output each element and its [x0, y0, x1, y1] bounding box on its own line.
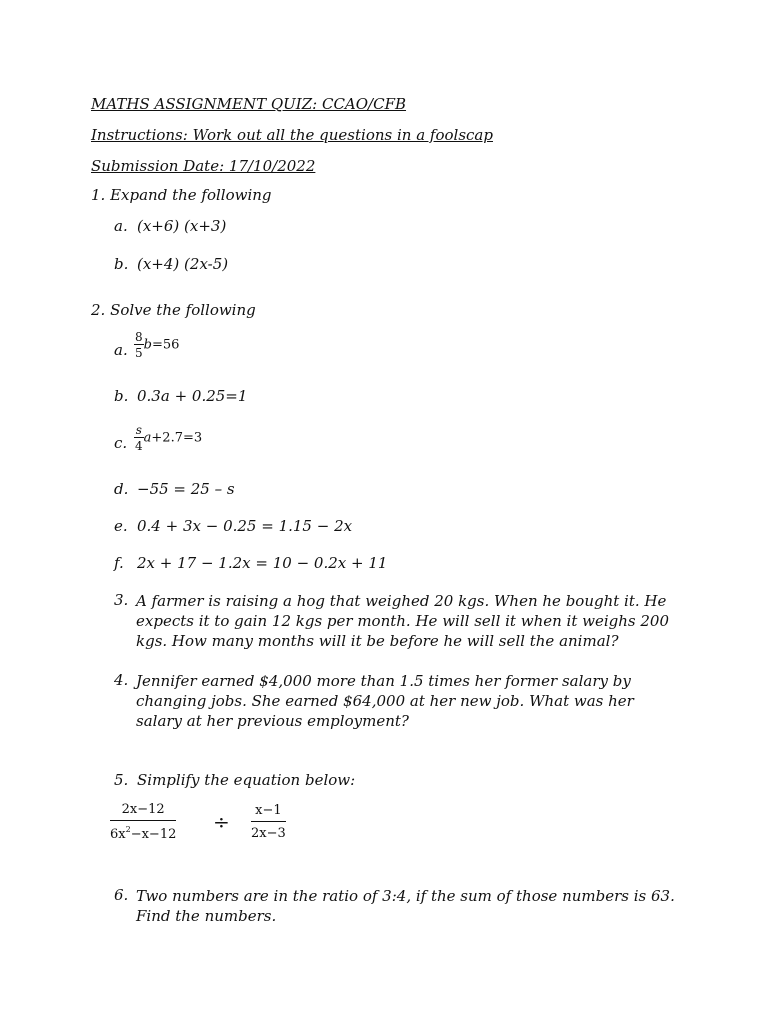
q4-text: Jennifer earned $4,000 more than 1.5 times her former salary by changing jobs. She earned $64,000 at her new job. What was her salary at her previous employment? — [136, 672, 634, 730]
q2-a-denominator: 5 — [135, 346, 143, 360]
q2-c-variable: a — [143, 430, 152, 446]
q1-a-text: (x+6) (x+3) — [137, 217, 227, 235]
q2-b-text: 0.3a + 0.25=1 — [137, 387, 248, 405]
q3-text: A farmer is raising a hog that weighed 20 kgs. When he bought it. He expects it to gain 12 kgs per month. He will sell it when it weighs 200 kgs. How many months will it be before he will sell the animal? — [136, 592, 669, 650]
q5-left-denominator — [110, 821, 176, 842]
q6-text: Two numbers are in the ratio of 3:4, if the sum of those numbers is 63. Find the numbers. — [136, 887, 675, 925]
q5-text: Simplify the equation below: — [137, 771, 356, 789]
q2-a-numerator: 8 — [135, 330, 143, 344]
q1-a-label: a. — [114, 217, 128, 235]
q2-c-label: c. — [114, 434, 128, 452]
q1-b-text: (x+4) (2x-5) — [137, 255, 229, 273]
instructions-line: Instructions: Work out all the questions in a foolscap — [91, 126, 493, 144]
q2-c-rest: +2.7=3 — [151, 430, 203, 446]
q5-right-fraction — [251, 803, 286, 841]
q2-f-label: f. — [114, 554, 124, 572]
q4-label: 4. — [114, 671, 129, 689]
q2-a-label: a. — [114, 341, 128, 359]
q2-a-fraction — [134, 331, 144, 359]
q2-a-variable: b — [143, 337, 152, 353]
q2-a-rest: =56 — [151, 337, 180, 353]
q2-e-label: e. — [114, 517, 128, 535]
submission-date: Submission Date: 17/10/2022 — [91, 157, 316, 175]
q1-title: 1. Expand the following — [91, 186, 272, 204]
q2-d-text: −55 = 25 – s — [137, 480, 235, 498]
q2-c-numerator-var: s — [135, 423, 142, 437]
q2-e-text: 0.4 + 3x − 0.25 = 1.15 − 2x — [137, 517, 353, 535]
q5-label: 5. — [114, 771, 129, 789]
q5-left-numerator: 2x−12 — [110, 802, 176, 821]
q5-left-den-rest: −x−12 — [130, 827, 177, 842]
q2-b-label: b. — [114, 387, 129, 405]
q2-c-fraction — [134, 424, 144, 452]
q5-right-denominator: 2x−3 — [251, 826, 286, 841]
q2-d-label: d. — [114, 480, 129, 498]
q2-c-denominator: 4 — [135, 439, 143, 453]
q5-left-den-exponent: 2 — [125, 825, 131, 834]
q2-a-equation — [134, 331, 179, 359]
q1-b-label: b. — [114, 255, 129, 273]
q5-left-fraction — [110, 802, 176, 842]
q6-label: 6. — [114, 886, 129, 904]
divide-sign: ÷ — [213, 810, 230, 834]
q2-f-text: 2x + 17 − 1.2x = 10 − 0.2x + 11 — [137, 554, 388, 572]
assignment-title: MATHS ASSIGNMENT QUIZ: CCAO/CFB — [91, 95, 407, 113]
q5-left-den-term: 6x — [110, 827, 126, 842]
q5-right-numerator: x−1 — [251, 803, 286, 822]
q3-label: 3. — [114, 591, 129, 609]
q2-c-equation — [134, 424, 202, 452]
q2-title: 2. Solve the following — [91, 301, 256, 319]
q2-c-numerator — [134, 424, 144, 438]
